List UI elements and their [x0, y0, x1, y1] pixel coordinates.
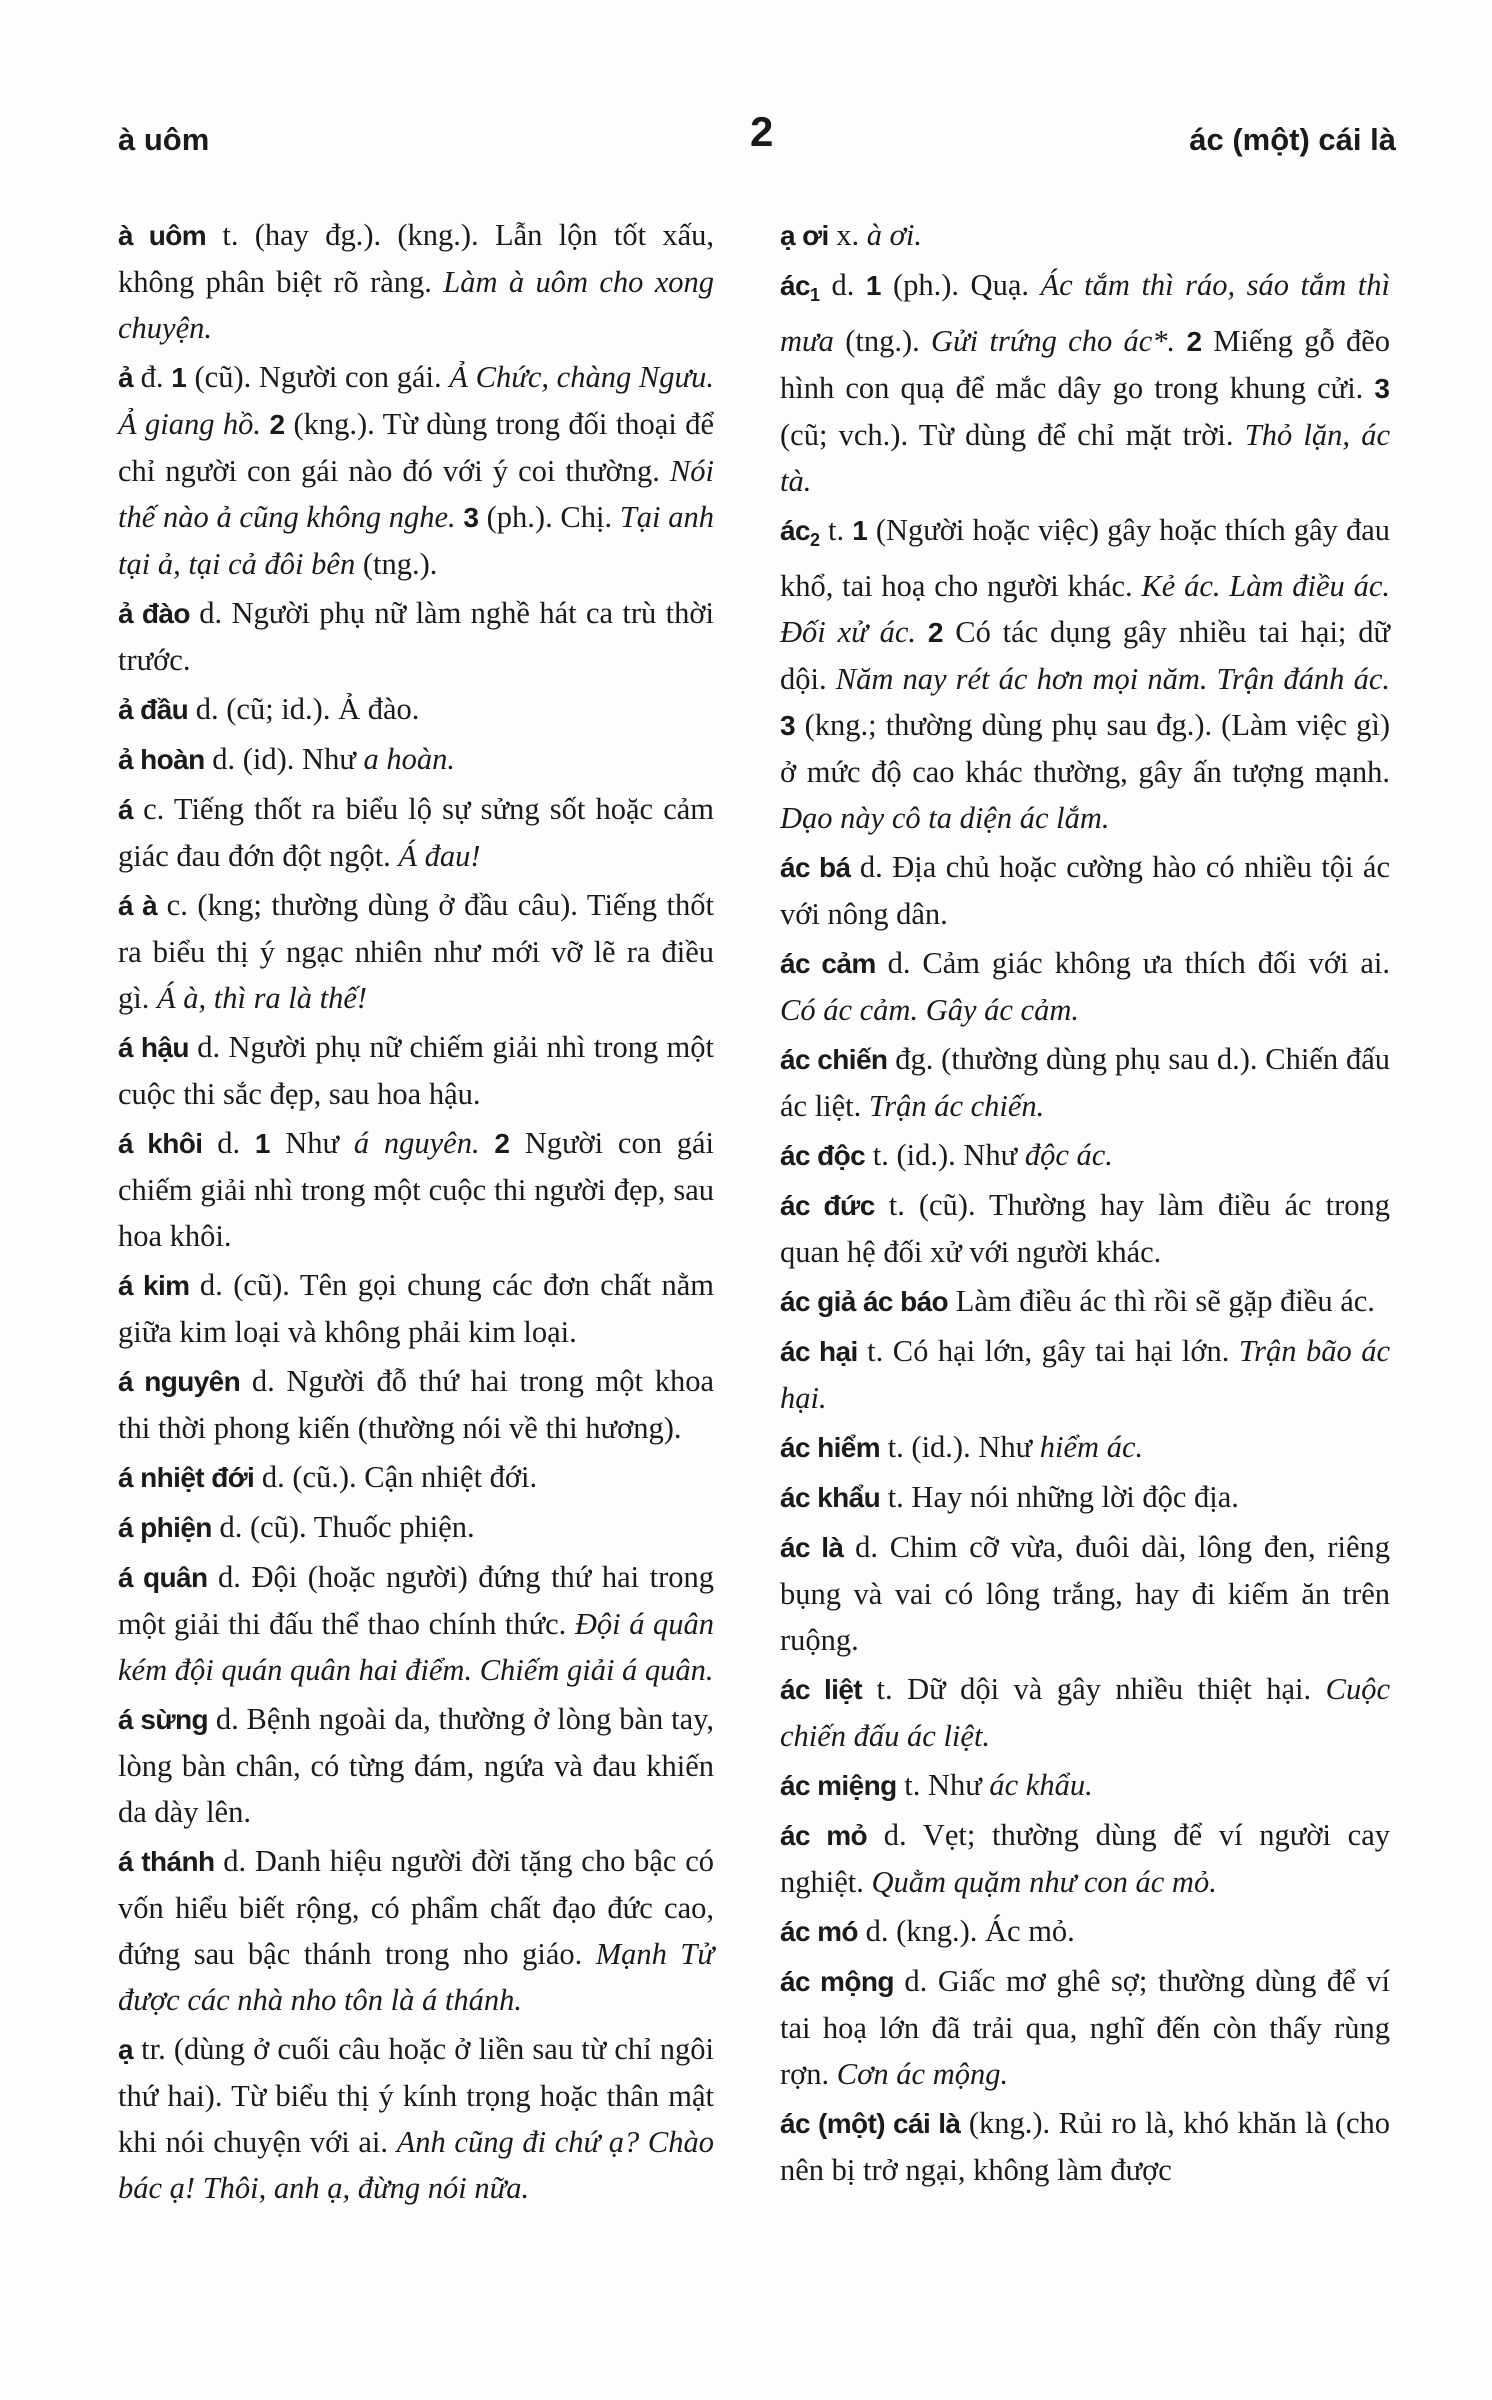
entry-ac-hiem: [780, 1424, 1390, 1471]
entry-ac-khau: [780, 1474, 1390, 1521]
definition: d. (cũ; id.). Ả đào.: [188, 692, 420, 726]
headword: á khôi: [118, 1128, 203, 1159]
definition: d. Danh hiệu người đời tặng cho bậc có vốn hiểu biết rộng, có phẩm chất đạo đức cao, đứng sau bậc thánh trong nho giáo.: [118, 1844, 714, 1971]
headword: ác giả ác báo: [780, 1286, 949, 1317]
definition: d. Cảm giác không ưa thích đối với ai.: [875, 946, 1390, 980]
example: ác khẩu.: [989, 1768, 1093, 1802]
example: Á đau!: [398, 839, 481, 873]
headword: á hậu: [118, 1032, 189, 1063]
sense-number: 3: [463, 502, 479, 533]
sense-number: 1: [254, 1128, 271, 1159]
definition: d.: [819, 268, 866, 302]
example: Thỏ lặn, ác tà.: [780, 418, 1390, 498]
headword: ác mộng: [780, 1966, 894, 1997]
homonym-index: 2: [809, 530, 820, 550]
definition: [916, 615, 928, 649]
example: Năm nay rét ác hơn mọi năm. Trận đánh ác.: [835, 662, 1390, 696]
entry-ac-hai: [780, 1328, 1390, 1421]
definition: d. Vẹt; thường dùng để ví người cay nghiệt.: [780, 1818, 1390, 1899]
entry-a-nang: [118, 2026, 714, 2211]
definition: Như: [270, 1126, 354, 1160]
sense-number: 2: [494, 1128, 510, 1159]
headword: ác độc: [780, 1140, 866, 1171]
definition: d. Người phụ nữ làm nghề hát ca trù thời trước.: [118, 596, 714, 677]
sense-number: 2: [269, 409, 286, 440]
entry-ac-2: [780, 507, 1390, 841]
headword: á thánh: [118, 1846, 215, 1877]
definition: t. Dữ dội và gây nhiều thiệt hại.: [862, 1672, 1326, 1706]
definition: d. Đội (hoặc người) đứng thứ hai trong một giải thi đấu thể thao chính thức.: [118, 1560, 714, 1641]
entry-ac-ba: [780, 844, 1390, 937]
example: à ơi.: [866, 218, 923, 252]
headword: á: [118, 794, 133, 825]
headword: ác đức: [780, 1190, 875, 1221]
entry-a-nguyen: [118, 1358, 714, 1451]
definition: Làm điều ác thì rồi sẽ gặp điều ác.: [948, 1284, 1375, 1318]
entry-ac-mong: [780, 1958, 1390, 2097]
headword: ác: [780, 270, 810, 301]
definition: d. Giấc mơ ghê sợ; thường dùng để ví tai hoạ lớn đã trải qua, nghĩ đến còn thấy rùng rợn.: [780, 1964, 1390, 2091]
entry-a-nhiet-doi: [118, 1454, 714, 1501]
definition: c. (kng; thường dùng ở đầu câu). Tiếng thốt ra biểu thị ý ngạc nhiên như mới vỡ lẽ ra điều gì.: [118, 888, 715, 1015]
running-head: [118, 108, 1396, 168]
definition: Miếng gỗ đẽo hình con quạ để mắc dây go trong khung cửi.: [780, 324, 1391, 405]
example: Kẻ ác. Làm điều ác. Đối xử ác.: [780, 569, 1390, 649]
definition: d. Chim cỡ vừa, đuôi dài, lông đen, riêng bụng và vai có lông trắng, hay đi kiếm ăn trên ruộng.: [780, 1530, 1390, 1657]
example: a hoàn.: [363, 742, 455, 776]
entry-a-dau: [118, 686, 714, 733]
sense-number: 3: [1374, 373, 1390, 404]
example: Ác tắm thì ráo, sáo tắm thì mưa: [780, 268, 1390, 358]
definition: d.: [202, 1126, 255, 1160]
headword: ả đầu: [118, 694, 189, 725]
definition: d. (id). Như: [204, 742, 364, 776]
entry-ac-gia-ac-bao: [780, 1278, 1390, 1325]
guide-word-left: à uôm: [118, 122, 210, 157]
example: Gửi trứng cho ác*.: [931, 324, 1176, 358]
entry-ac-mot-cai-la: [780, 2100, 1390, 2193]
definition: t. (id.). Như: [865, 1138, 1025, 1172]
example: Tại anh tại ả, tại cả đôi bên: [118, 500, 715, 581]
entry-a-sung: [118, 1696, 714, 1835]
definition: t. Như: [896, 1768, 990, 1802]
definition: (kng.; thường dùng phụ sau đg.). (Làm việc gì) ở mức độ cao khác thường, gây ấn tượng mạnh.: [780, 708, 1390, 789]
definition: (ph.). Quạ.: [881, 268, 1041, 302]
entry-a-khoi: [118, 1120, 714, 1259]
definition: c. Tiếng thốt ra biểu lộ sự sửng sốt hoặc cảm giác đau đớn đột ngột.: [118, 792, 714, 873]
definition: (tng.).: [833, 324, 932, 358]
entry-a-kim: [118, 1262, 714, 1355]
entry-ac-mo-sac: [780, 1908, 1390, 1955]
headword: á kim: [118, 1270, 190, 1301]
entry-ac-mo-hoi: [780, 1812, 1390, 1905]
example: á nguyên.: [353, 1126, 480, 1160]
example: Có ác cảm. Gây ác cảm.: [780, 993, 1079, 1027]
definition: (kng.). Rủi ro là, khó khăn là (cho nên bị trở ngại, không làm được: [780, 2106, 1391, 2187]
entry-a-phien: [118, 1504, 714, 1551]
entry-ac-liet: [780, 1666, 1390, 1759]
headword: ạ ơi: [780, 220, 829, 251]
entry-a-uom: [118, 212, 714, 351]
entry-a-hau: [118, 1024, 714, 1117]
headword: ác mó: [780, 1916, 858, 1947]
example: Cơn ác mộng.: [836, 2057, 1009, 2091]
headword: á phiện: [118, 1512, 212, 1543]
definition: d. (cũ). Tên gọi chung các đơn chất nằm giữa kim loại và không phải kim loại.: [118, 1268, 715, 1349]
sense-number: 1: [171, 362, 187, 393]
definition: Có tác dụng gây nhiều tai hại; dữ dội.: [780, 615, 1390, 696]
definition: d. (cũ). Thuốc phiện.: [211, 1510, 475, 1544]
example: hiểm ác.: [1039, 1430, 1144, 1464]
example: Ả Chức, chàng Ngưu. Ả giang hồ.: [118, 360, 715, 441]
headword: á quân: [118, 1562, 208, 1593]
headword: ả đào: [118, 598, 190, 629]
entry-a-quan: [118, 1554, 714, 1693]
entry-ac-duc: [780, 1182, 1390, 1275]
sense-number: 1: [852, 515, 868, 546]
headword: á nhiệt đới: [118, 1462, 255, 1493]
definition: t.: [819, 513, 853, 547]
entry-a-dao: [118, 590, 714, 683]
definition: t. (cũ). Thường hay làm điều ác trong quan hệ đối xử với người khác.: [780, 1188, 1390, 1269]
definition: (tng.).: [355, 547, 438, 581]
definition: đg. (thường dùng phụ sau d.). Chiến đấu ác liệt.: [780, 1042, 1390, 1123]
entry-a-hoi: [118, 354, 714, 587]
definition: d. Người phụ nữ chiếm giải nhì trong một cuộc thi sắc đẹp, sau hoa hậu.: [118, 1030, 714, 1111]
headword: ác (một) cái là: [780, 2108, 961, 2139]
headword: ả hoàn: [118, 744, 205, 775]
headword: ác mỏ: [780, 1820, 868, 1851]
example: Quằm quặm như con ác mỏ.: [871, 1865, 1217, 1899]
sense-number: 1: [865, 270, 882, 301]
example: Mạnh Tử được các nhà nho tôn là á thánh.: [118, 1937, 714, 2017]
definition: d. (cũ.). Cận nhiệt đới.: [254, 1460, 538, 1494]
entry-a-oi: [780, 212, 1390, 259]
definition: (cũ; vch.). Từ dùng để chỉ mặt trời.: [780, 418, 1245, 452]
headword: ác hại: [780, 1336, 858, 1367]
sense-number: 2: [927, 617, 944, 648]
entry-ac-cam: [780, 940, 1390, 1033]
headword: ác là: [780, 1532, 844, 1563]
example: Làm à uôm cho xong chuyện.: [118, 265, 715, 345]
headword: ác bá: [780, 852, 851, 883]
page-number: 2: [750, 108, 774, 155]
headword: ác cảm: [780, 948, 876, 979]
definition: (Người hoặc việc) gây hoặc thích gây đau khổ, tai hoạ cho người khác.: [780, 513, 1390, 603]
headword: ác hiểm: [780, 1432, 881, 1463]
example: Anh cũng đi chứ ạ? Chào bác ạ! Thôi, anh ạ, đừng nói nữa.: [118, 2125, 714, 2205]
headword: á sừng: [118, 1704, 209, 1735]
definition: x.: [828, 218, 867, 252]
definition: đ.: [132, 360, 172, 394]
left-column: [118, 212, 714, 2214]
headword: ác chiến: [780, 1044, 888, 1075]
definition: d. Người đỗ thứ hai trong một khoa thi thời phong kiến (thường nói về thi hương).: [118, 1364, 714, 1445]
definition: Người con gái chiếm giải nhì trong một cuộc thi người đẹp, sau hoa khôi.: [118, 1126, 715, 1253]
entry-ac-1: [780, 262, 1390, 504]
example: Trận bão ác hại.: [780, 1334, 1391, 1415]
definition: t. (id.). Như: [880, 1430, 1040, 1464]
headword: ả: [118, 362, 133, 393]
right-column: [780, 212, 1390, 2196]
example: độc ác.: [1024, 1138, 1113, 1172]
homonym-index: 1: [809, 285, 820, 305]
headword: ác liệt: [780, 1674, 863, 1705]
headword: ác: [780, 515, 810, 546]
definition: [480, 1126, 495, 1160]
guide-word-right: ác (một) cái là: [1189, 122, 1396, 157]
entry-a-a: [118, 882, 714, 1021]
example: Đội á quân kém đội quán quân hai điểm. Chiếm giải á quân.: [118, 1607, 714, 1687]
example: Cuộc chiến đấu ác liệt.: [780, 1672, 1390, 1753]
entry-a-sac: [118, 786, 714, 879]
definition: [1175, 324, 1186, 358]
headword: á à: [118, 890, 158, 921]
headword: à uôm: [118, 220, 207, 251]
entry-ac-mieng: [780, 1762, 1390, 1809]
definition: t. Có hại lớn, gây tai hại lớn.: [857, 1334, 1239, 1368]
definition: d. (kng.). Ác mỏ.: [857, 1914, 1075, 1948]
definition: d. Bệnh ngoài da, thường ở lòng bàn tay, lòng bàn chân, có từng đám, ngứa và đau khiến da dày lên.: [118, 1702, 715, 1829]
definition: d. Địa chủ hoặc cường hào có nhiều tội ác với nông dân.: [780, 850, 1390, 931]
headword: ạ: [118, 2034, 133, 2065]
definition: (ph.). Chị.: [478, 500, 620, 534]
definition: tr. (dùng ở cuối câu hoặc ở liền sau từ chỉ ngôi thứ hai). Từ biểu thị ý kính trọng hoặc thân mật khi nói chuyện với ai.: [118, 2032, 714, 2159]
example: Dạo này cô ta diện ác lắm.: [780, 801, 1110, 835]
headword: ác khẩu: [780, 1482, 881, 1513]
definition: t. Hay nói những lời độc địa.: [880, 1480, 1239, 1514]
example: Á à, thì ra là thế!: [156, 981, 368, 1015]
headword: á nguyên: [118, 1366, 241, 1397]
entry-ac-chien: [780, 1036, 1390, 1129]
entry-a-thanh: [118, 1838, 714, 2023]
definition: (kng.). Từ dùng trong đối thoại để chỉ người con gái nào đó với ý coi thường.: [118, 407, 715, 488]
entry-ac-doc: [780, 1132, 1390, 1179]
headword: ác miệng: [780, 1770, 897, 1801]
example: Nói thế nào ả cũng không nghe.: [118, 454, 714, 534]
sense-number: 3: [780, 710, 796, 741]
example: Trận ác chiến.: [868, 1089, 1045, 1123]
sense-number: 2: [1186, 326, 1203, 357]
definition: (cũ). Người con gái.: [186, 360, 450, 394]
definition: t. (hay đg.). (kng.). Lẫn lộn tốt xấu, không phân biệt rõ ràng.: [118, 218, 714, 299]
entry-a-hoan: [118, 736, 714, 783]
entry-ac-la: [780, 1524, 1390, 1663]
